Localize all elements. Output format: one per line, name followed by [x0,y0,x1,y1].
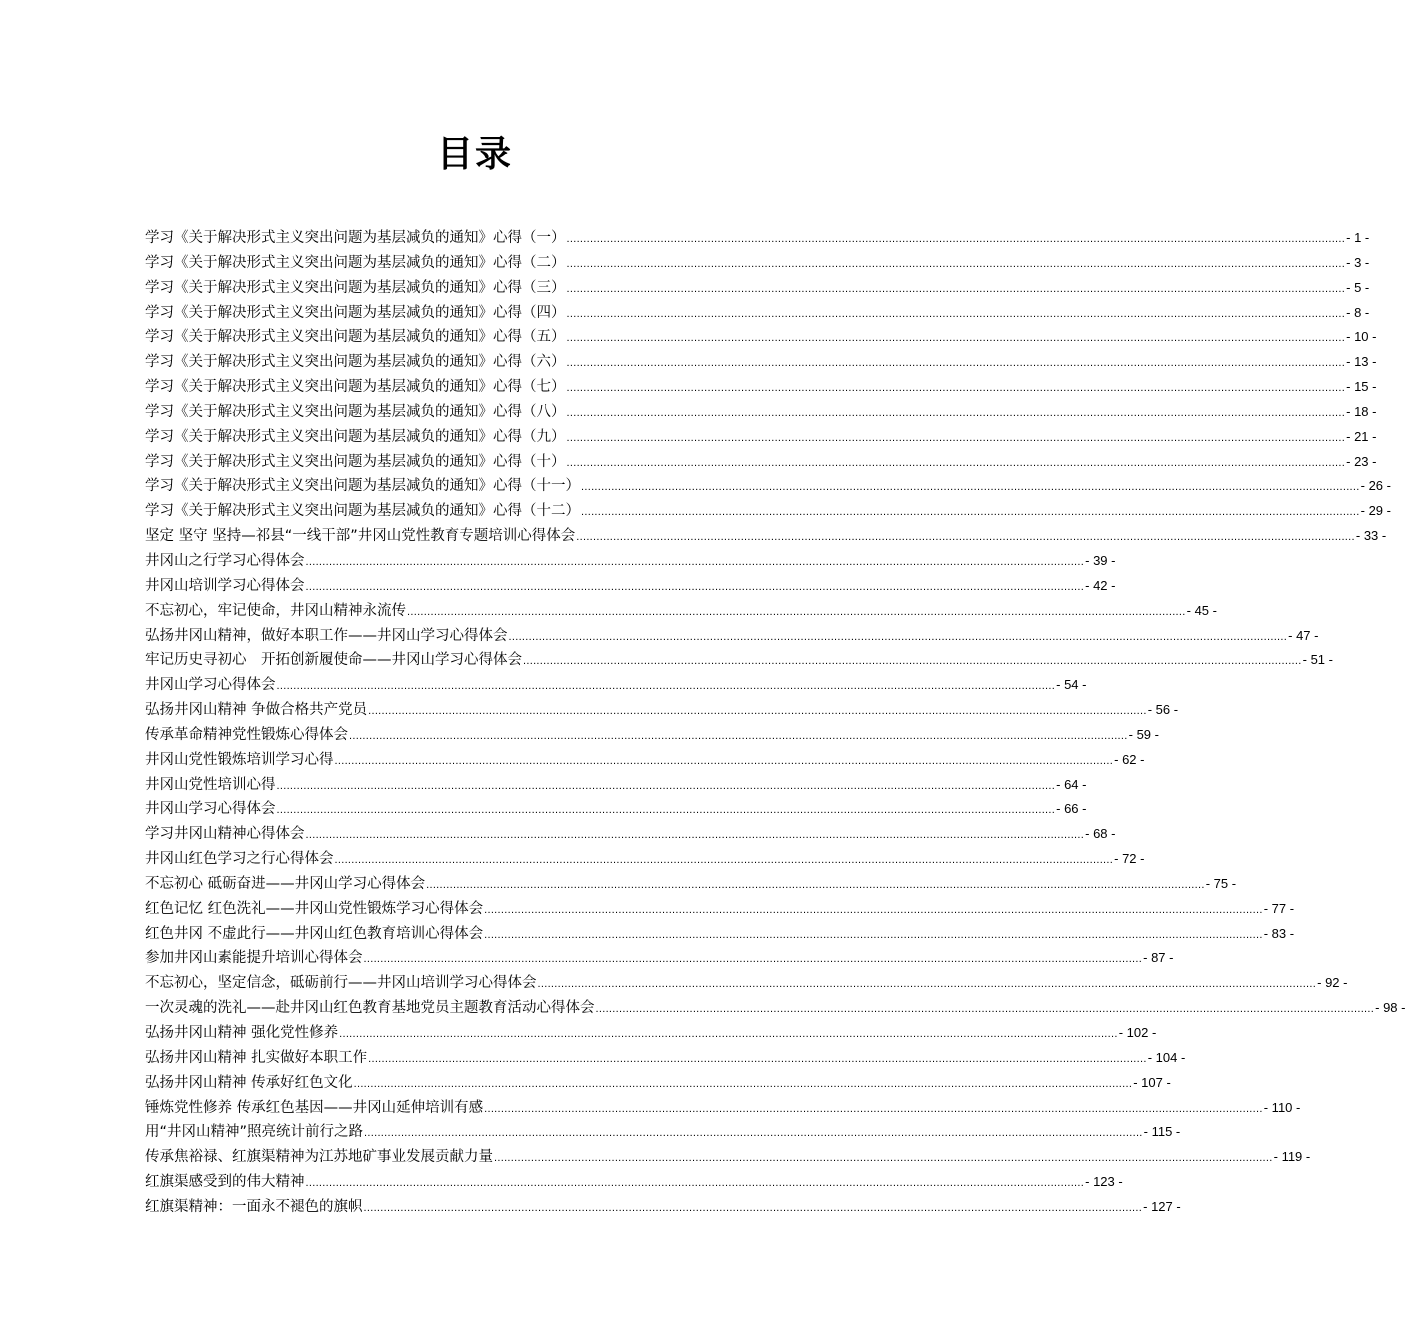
toc-dot-leader [508,625,1289,650]
toc-dot-leader [483,923,1264,948]
toc-entry-title: 学习《关于解决形式主义突出问题为基层减负的通知》心得（九） [145,428,566,445]
toc-dot-leader [566,302,1347,327]
toc-entry-title: 井冈山学习心得体会 [145,677,276,694]
toc-entry[interactable] [145,673,1087,698]
toc-entry-title: 学习《关于解决形式主义突出问题为基层减负的通知》心得（十一） [145,478,580,495]
toc-entry-page-number: - 72 - [1114,851,1145,867]
toc-dot-leader [363,1121,1144,1146]
toc-entry[interactable] [145,574,1116,599]
toc-entry[interactable] [145,1071,1171,1096]
toc-entry[interactable] [145,1170,1123,1195]
toc-dot-leader [363,947,1144,972]
toc-entry-page-number: - 127 - [1143,1198,1181,1214]
toc-entry-page-number: - 33 - [1355,528,1387,544]
toc-dot-leader [566,277,1347,302]
toc-entry-title: 学习井冈山精神心得体会 [145,826,305,843]
toc-entry-title: 红旗渠感受到的伟大精神 [145,1174,305,1191]
toc-entry[interactable] [145,971,1348,996]
toc-entry-page-number: - 110 - [1263,1099,1301,1115]
toc-entry-title: 传承革命精神党性锻炼心得体会 [145,726,348,743]
toc-entry-title: 红色井冈 不虚此行——井冈山红色教育培训心得体会 [145,925,484,942]
toc-entry-page-number: - 87 - [1143,950,1174,966]
toc-entry[interactable] [145,797,1087,822]
toc-entry[interactable] [145,946,1174,971]
toc-entry-title: 弘扬井冈山精神 强化党性修养 [145,1025,339,1041]
toc-entry[interactable] [145,474,1391,499]
toc-entry-page-number: - 47 - [1288,627,1319,643]
toc-entry-page-number: - 10 - [1346,329,1377,345]
toc-entry[interactable] [145,922,1295,947]
toc-entry-page-number: - 98 - [1375,1000,1405,1016]
toc-entry-page-number: - 45 - [1186,602,1217,618]
toc-dot-leader [276,674,1057,699]
toc-dot-leader [276,798,1057,823]
toc-entry-title: 弘扬井冈山精神，做好本职工作——井冈山学习心得体会 [145,627,508,644]
toc-entry-page-number: - 102 - [1118,1025,1157,1040]
toc-dot-leader [595,997,1376,1022]
toc-dot-leader [566,376,1347,401]
toc-dot-leader [483,1097,1264,1122]
toc-dot-leader [566,401,1347,426]
toc-dot-leader [367,699,1148,724]
toc-dot-leader [566,351,1347,376]
toc-entry[interactable] [145,325,1377,350]
toc-entry-page-number: - 51 - [1302,652,1333,668]
toc-entry-title: 学习《关于解决形式主义突出问题为基层减负的通知》心得（六） [145,354,566,371]
toc-entry-title: 红旗渠精神：一面永不褪色的旗帜 [145,1198,363,1215]
toc-entry[interactable] [145,301,1370,326]
toc-entry-page-number: - 8 - [1346,304,1370,320]
toc-dot-leader [580,475,1361,500]
toc-entry[interactable] [145,251,1370,276]
toc-entry-page-number: - 66 - [1056,801,1087,817]
toc-dot-leader [334,848,1115,873]
toc-entry[interactable] [145,872,1237,897]
toc-entry[interactable] [145,847,1145,872]
toc-dot-leader [566,426,1347,451]
toc-entry[interactable] [145,648,1333,673]
toc-entry-page-number: - 56 - [1147,702,1179,718]
toc-entry[interactable] [145,276,1370,301]
toc-dot-leader [334,749,1115,774]
toc-entry-title: 学习《关于解决形式主义突出问题为基层减负的通知》心得（十二） [145,503,580,520]
toc-entry-page-number: - 64 - [1056,776,1087,792]
toc-entry-title: 红色记忆 红色洗礼——井冈山党性锻炼学习心得体会 [145,900,484,917]
toc-entry[interactable] [145,1120,1181,1145]
toc-entry-page-number: - 3 - [1346,254,1370,270]
toc-entry[interactable] [145,897,1295,922]
toc-dot-leader [580,500,1361,525]
toc-entry-page-number: - 119 - [1273,1149,1311,1165]
toc-entry[interactable] [145,748,1145,773]
toc-entry-title: 井冈山党性培训心得 [145,776,276,793]
toc-entry-page-number: - 13 - [1346,354,1377,370]
toc-entry-title: 学习《关于解决形式主义突出问题为基层减负的通知》心得（一） [145,230,566,246]
page-title: 目录 [436,134,513,175]
toc-dot-leader [338,1022,1119,1047]
toc-entry-page-number: - 62 - [1114,751,1145,767]
toc-dot-leader [483,898,1264,923]
toc-entry-page-number: - 115 - [1143,1124,1181,1140]
toc-entry-page-number: - 5 - [1346,279,1370,295]
toc-dot-leader [566,451,1347,476]
toc-entry-page-number: - 75 - [1205,875,1237,891]
toc-entry-title: 参加井冈山素能提升培训心得体会 [145,950,363,967]
toc-entry-title: 学习《关于解决形式主义突出问题为基层减负的通知》心得（三） [145,279,566,296]
toc-entry[interactable] [145,524,1387,549]
toc-entry-title: 井冈山学习心得体会 [145,801,276,818]
toc-entry[interactable] [145,1021,1157,1046]
toc-entry-title: 不忘初心，牢记使命，井冈山精神永流传 [145,602,406,619]
toc-entry[interactable] [145,499,1391,524]
toc-dot-leader [305,550,1086,575]
toc-entry-page-number: - 1 - [1346,230,1370,245]
toc-entry-page-number: - 21 - [1346,428,1377,444]
toc-entry-page-number: - 29 - [1360,503,1391,519]
toc-entry-title: 井冈山党性锻炼培训学习心得 [145,751,334,768]
toc-entry-title: 井冈山之行学习心得体会 [145,552,305,569]
toc-dot-leader [305,1171,1086,1196]
toc-dot-leader [348,724,1129,749]
toc-entry-title: 学习《关于解决形式主义突出问题为基层减负的通知》心得（四） [145,304,566,321]
toc-entry-title: 不忘初心，坚定信念，砥砺前行——井冈山培训学习心得体会 [145,975,537,992]
toc-entry-title: 牢记历史寻初心 开拓创新履使命——井冈山学习心得体会 [145,652,522,669]
toc-entry-title: 井冈山培训学习心得体会 [145,577,305,594]
toc-entry[interactable] [145,226,1370,251]
toc-entry[interactable] [145,624,1319,649]
toc-entry-page-number: - 104 - [1147,1049,1186,1065]
toc-entry-page-number: - 26 - [1360,478,1391,494]
toc-entry-title: 学习《关于解决形式主义突出问题为基层减负的通知》心得（十） [145,453,566,470]
toc-entry[interactable] [145,822,1116,847]
toc-entry-page-number: - 54 - [1056,677,1087,693]
toc-entry-page-number: - 83 - [1263,925,1295,941]
toc-entry-title: 学习《关于解决形式主义突出问题为基层减负的通知》心得（七） [145,379,566,396]
toc-entry[interactable] [145,996,1405,1021]
toc-entry-title: 用“井冈山精神”照亮统计前行之路 [145,1124,364,1141]
toc-entry-page-number: - 107 - [1133,1074,1171,1090]
toc-entry-page-number: - 59 - [1128,726,1159,742]
toc-entry[interactable] [145,773,1087,798]
toc-entry-title: 学习《关于解决形式主义突出问题为基层减负的通知》心得（五） [145,329,566,346]
toc-entry[interactable] [145,1096,1301,1121]
toc-entry[interactable] [145,425,1377,450]
toc-entry-page-number: - 92 - [1317,975,1348,991]
toc-dot-leader [305,575,1086,600]
toc-dot-leader [305,823,1086,848]
toc-entry-title: 一次灵魂的洗礼——赴井冈山红色教育基地党员主题教育活动心得体会 [145,1000,595,1017]
toc-entry-page-number: - 18 - [1346,403,1377,419]
toc-dot-leader [353,1072,1134,1097]
toc-entry-title: 学习《关于解决形式主义突出问题为基层减负的通知》心得（八） [145,403,566,420]
toc-entry-page-number: - 123 - [1085,1174,1123,1190]
toc-entry-title: 锤炼党性修养 传承红色基因——井冈山延伸培训有感 [145,1099,484,1116]
toc-entry-page-number: - 68 - [1085,826,1116,842]
toc-dot-leader [566,227,1347,252]
toc-entry-title: 不忘初心 砥砺奋进——井冈山学习心得体会 [145,875,426,892]
toc-entry-title: 学习《关于解决形式主义突出问题为基层减负的通知》心得（二） [145,254,566,271]
toc-entry[interactable] [145,549,1116,574]
toc-entry-title: 弘扬井冈山精神 扎实做好本职工作 [145,1049,368,1066]
toc-dot-leader [493,1146,1274,1171]
toc-entry[interactable] [145,723,1159,748]
toc-entry[interactable] [145,698,1179,723]
toc-entry[interactable] [145,599,1217,624]
toc-entry-page-number: - 77 - [1263,900,1295,916]
toc-entry-page-number: - 42 - [1085,577,1116,593]
toc-dot-leader [566,252,1347,277]
toc-entry-title: 井冈山红色学习之行心得体会 [145,851,334,868]
toc-dot-leader [522,649,1303,674]
toc-entry-title: 弘扬井冈山精神 传承好红色文化 [145,1074,353,1091]
toc-entry-page-number: - 15 - [1346,379,1377,395]
toc-entry[interactable] [145,400,1377,425]
table-of-contents [145,226,1405,1220]
toc-entry[interactable] [145,1145,1311,1170]
toc-entry[interactable] [145,1195,1181,1220]
toc-entry[interactable] [145,350,1377,375]
toc-dot-leader [566,326,1347,351]
toc-dot-leader [425,873,1206,898]
toc-entry[interactable] [145,450,1377,475]
toc-dot-leader [367,1047,1148,1072]
toc-entry[interactable] [145,1046,1186,1071]
toc-dot-leader [406,600,1187,625]
toc-dot-leader [537,972,1318,997]
toc-entry-page-number: - 39 - [1085,552,1116,568]
toc-dot-leader [363,1196,1144,1221]
toc-entry-page-number: - 23 - [1346,453,1377,469]
toc-dot-leader [276,774,1057,799]
toc-entry-title: 弘扬井冈山精神 争做合格共产党员 [145,702,368,719]
toc-entry-title: 传承焦裕禄、红旗渠精神为江苏地矿事业发展贡献力量 [145,1149,493,1166]
toc-entry[interactable] [145,375,1377,400]
toc-entry-title: 坚定 坚守 坚持—祁县“一线干部”井冈山党性教育专题培训心得体会 [145,528,576,545]
toc-dot-leader [575,525,1356,550]
